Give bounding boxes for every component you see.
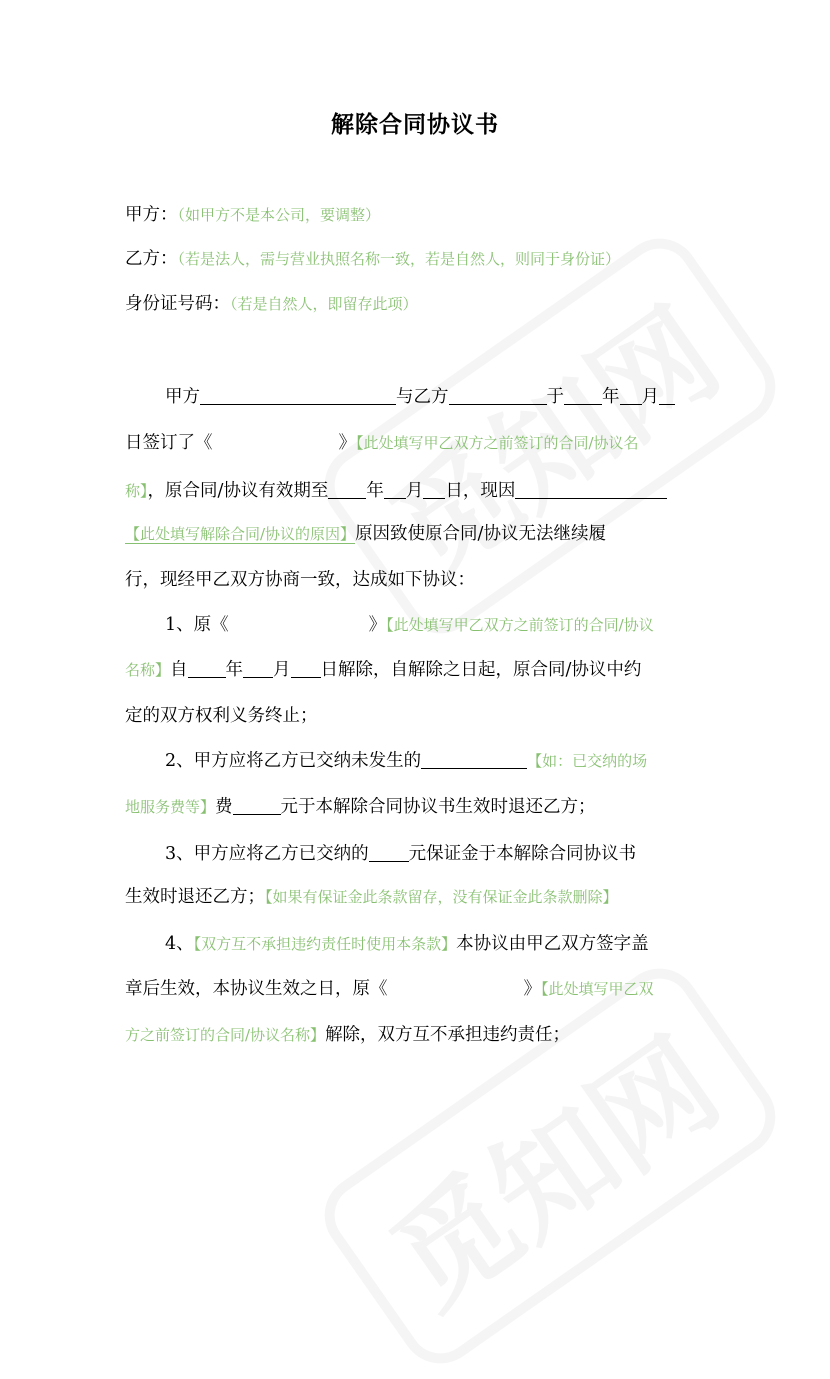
clause-text: 费 <box>215 797 233 817</box>
clause-1-line-2 <box>125 656 641 684</box>
intro-text: 与乙方 <box>396 387 449 407</box>
intro-text: 年 <box>602 387 620 407</box>
clause-text: 章后生效，本协议生效之日，原《 <box>125 979 388 999</box>
clause-text: 4、 <box>165 934 194 954</box>
year-blank[interactable] <box>564 384 602 405</box>
clause-4-line-3 <box>125 1021 570 1049</box>
contract-name-hint: 【此处填写甲乙双方之前签订的合同/协议名 <box>356 434 639 452</box>
party-b-hint: （若是法人，需与营业执照名称一致，若是自然人，则同于身份证） <box>177 250 621 268</box>
clause-text: 1、原《 <box>165 615 229 635</box>
clause-4-line-1 <box>165 930 649 958</box>
fee-type-hint: 地服务费等】 <box>125 798 216 816</box>
intro-text: 月 <box>405 481 424 501</box>
clause-text: 元保证金于本解除合同协议书 <box>408 844 637 864</box>
deposit-hint: 【如果有保证金此条款留存，没有保证金此条款删除】 <box>265 888 618 906</box>
intro-text: 甲方 <box>165 387 200 407</box>
valid-day-blank[interactable] <box>423 478 445 499</box>
clause-3-line-1 <box>165 840 636 868</box>
intro-text: 行，现经甲乙双方协商一致，达成如下协议： <box>125 570 475 590</box>
clause-4-line-2 <box>125 975 654 1003</box>
clause-1-line-3 <box>125 702 318 730</box>
clause-text: 》 <box>523 979 541 999</box>
party-b-label: 乙方： <box>125 249 178 269</box>
deposit-amount-blank[interactable] <box>369 841 409 862</box>
clause-text: 》 <box>368 615 387 635</box>
clause-text: 生效时退还乙方； <box>125 887 265 907</box>
termination-year-blank[interactable] <box>188 657 226 678</box>
fee-amount-blank[interactable] <box>233 794 281 815</box>
contract-name-hint: 方之前签订的合同/协议名称】 <box>125 1026 326 1044</box>
watermark <box>309 953 791 1379</box>
clause-1-line-1 <box>165 611 654 639</box>
party-a-blank[interactable] <box>200 384 396 405</box>
clause-2-line-2 <box>125 793 596 821</box>
intro-text: ，原合同/协议有效期至 <box>147 481 329 501</box>
id-number-hint: （若是自然人，即留存此项） <box>230 295 418 313</box>
clause-text: 元于本解除合同协议书生效时退还乙方； <box>280 797 596 817</box>
clause-text: 自 <box>170 660 188 680</box>
id-number-line <box>125 290 418 318</box>
clause-text: 解除，双方互不承担违约责任； <box>325 1025 571 1045</box>
party-a-label: 甲方： <box>125 205 178 225</box>
intro-line-5 <box>125 566 475 594</box>
party-a-hint: （如甲方不是本公司，要调整） <box>177 206 381 224</box>
contract-name-hint: 称】 <box>125 482 148 500</box>
party-b-line <box>125 245 620 273</box>
intro-text: 月 <box>641 387 659 407</box>
contract-name-hint: 【此处填写甲乙双方之前签订的合同/协议 <box>386 616 654 634</box>
fee-type-hint: 【如：已交纳的场 <box>527 752 648 770</box>
clause-3-line-2 <box>125 883 618 911</box>
day-blank[interactable] <box>659 384 675 405</box>
party-a-line <box>125 201 380 229</box>
intro-text: 年 <box>366 481 384 501</box>
party-b-blank[interactable] <box>449 384 547 405</box>
intro-line-1 <box>165 383 675 411</box>
contract-name-hint: 名称】 <box>125 661 171 679</box>
reason-blank[interactable] <box>515 478 667 499</box>
termination-month-blank[interactable] <box>243 657 273 678</box>
clause-text: 日解除，自解除之日起，原合同/协议中约 <box>320 660 642 680</box>
contract-name-hint: 【此处填写甲乙双 <box>541 980 654 998</box>
intro-line-3 <box>125 477 667 505</box>
clause-text: 本协议由甲乙双方签字盖 <box>456 934 649 954</box>
clause-text: 定的双方权利义务终止； <box>125 706 318 726</box>
intro-text: 于 <box>546 387 564 407</box>
page-title: 解除合同协议书 <box>331 111 499 138</box>
intro-text: 原因致使原合同/协议无法继续履 <box>355 524 606 544</box>
clause-text: 月 <box>273 660 291 680</box>
id-number-label: 身份证号码： <box>125 294 230 314</box>
clause-text: 年 <box>225 660 244 680</box>
clause-2-line-1 <box>165 747 647 775</box>
clause-4-hint: 【双方互不承担违约责任时使用本条款】 <box>193 935 457 953</box>
fee-type-blank[interactable] <box>421 748 527 769</box>
valid-year-blank[interactable] <box>328 478 366 499</box>
intro-line-4 <box>125 520 606 548</box>
termination-day-blank[interactable] <box>291 657 321 678</box>
intro-text: 》 <box>338 433 356 453</box>
clause-text: 2、甲方应将乙方已交纳未发生的 <box>165 751 422 771</box>
intro-text: 日，现因 <box>445 481 516 501</box>
valid-month-blank[interactable] <box>384 478 406 499</box>
reason-hint: 【此处填写解除合同/协议的原因】 <box>125 525 356 543</box>
clause-text: 3、甲方应将乙方已交纳的 <box>165 844 369 864</box>
intro-text: 日签订了《 <box>125 433 213 453</box>
month-blank[interactable] <box>620 384 642 405</box>
intro-line-2 <box>125 429 639 457</box>
